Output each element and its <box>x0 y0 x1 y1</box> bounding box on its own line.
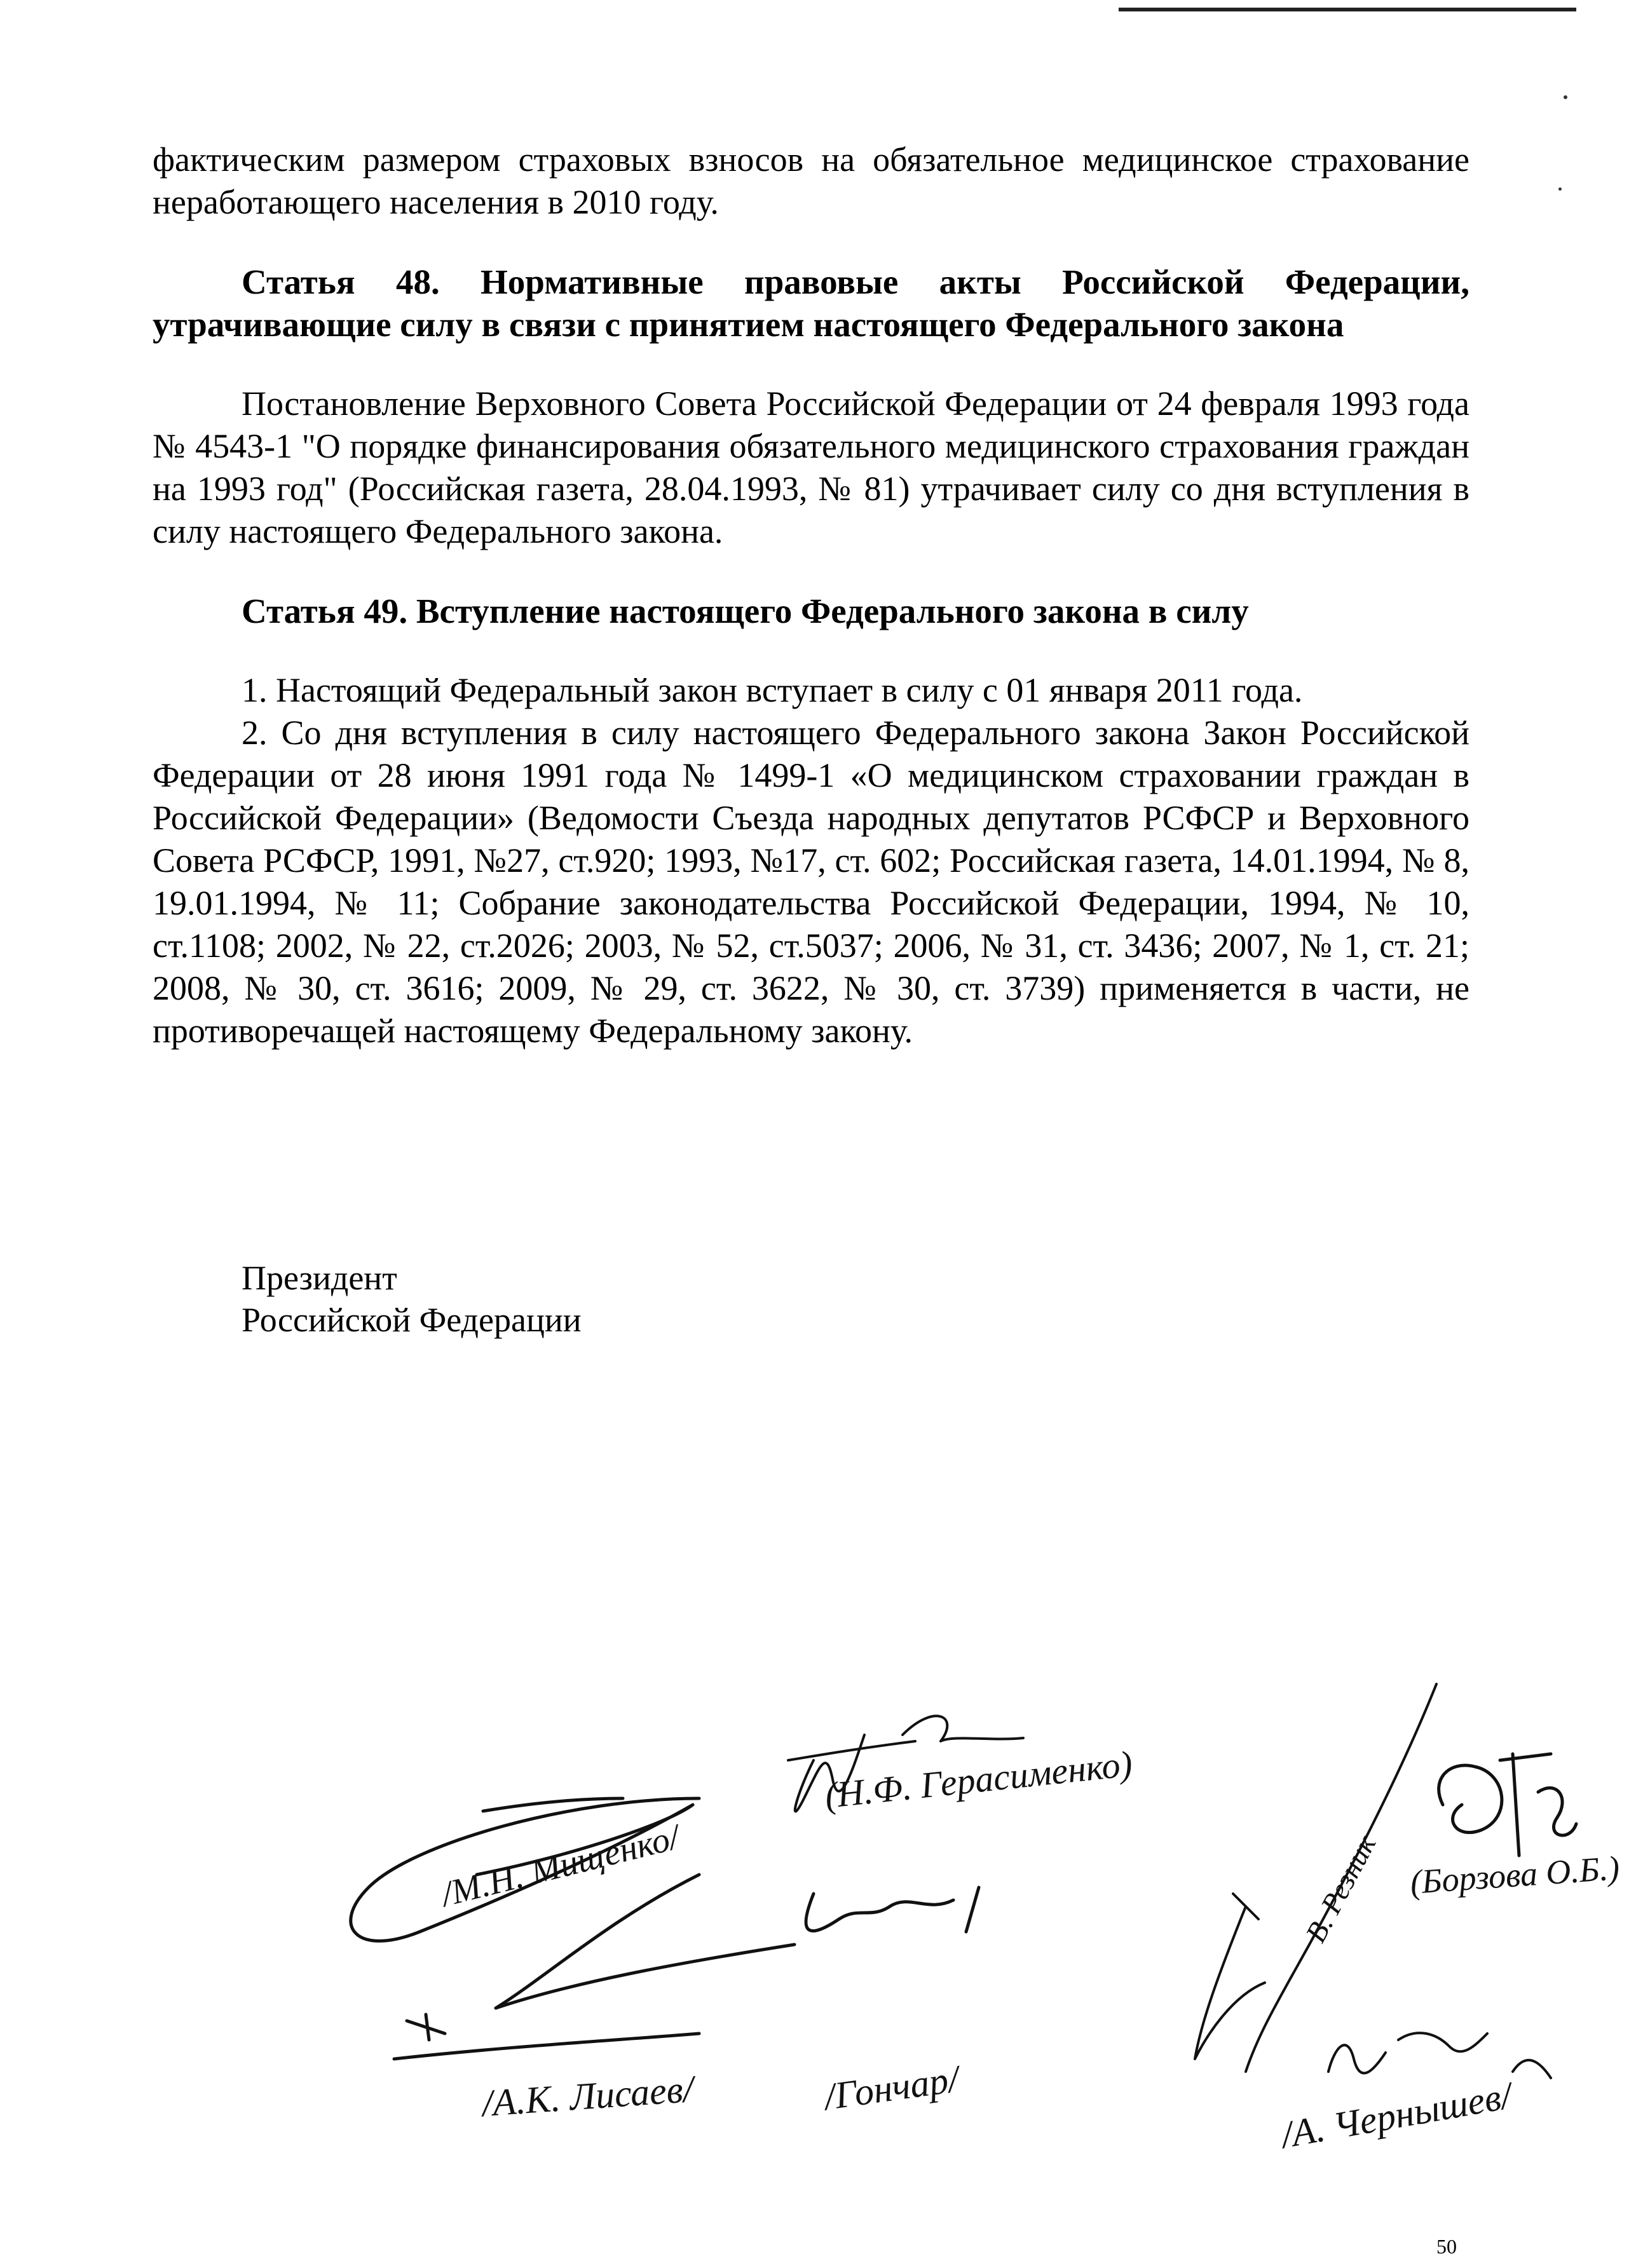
scan-top-line <box>1119 8 1576 11</box>
signature-gerasimenko-text: (Н.Ф. Герасименко) <box>822 1742 1135 1816</box>
president-signature-block <box>242 1257 582 1341</box>
page-number: 50 <box>1436 2235 1457 2258</box>
signature-borzova <box>1439 1754 1576 1856</box>
article-49-heading: Статья 49. Вступление настоящего Федерального закона в силу <box>242 592 1249 630</box>
scan-speck <box>1558 187 1562 191</box>
signature-gonchar-text: /Гончар/ <box>821 2057 962 2118</box>
signature-chernyshev-text: /А. Чернышев/ <box>1278 2074 1515 2156</box>
article-48-heading: Статья 48. Нормативные правовые акты Российской Федерации, утрачивающие силу в связи с принятием настоящего Федерального закона <box>153 262 1469 344</box>
document-body <box>153 139 1469 1052</box>
signature-title-line-2: Российской Федерации <box>242 1301 582 1339</box>
signature-title-line-1: Президент <box>242 1259 397 1297</box>
signature-borzova-text: (Борзова О.Б.) <box>1408 1849 1621 1901</box>
article-48-text: Постановление Верховного Совета Российской Федерации от 24 февраля 1993 года № 4543-1 "О порядке финансирования обязательного медицинского страхования граждан на 1993 год" (Российская газета, 28.04.1993, № 81) утрачивает силу со дня вступления в силу настоящего Федерального закона. <box>153 384 1469 550</box>
signature-chernyshev <box>1328 2033 1551 2078</box>
signature-rezhnik-text: В. Резник <box>1299 1830 1382 1948</box>
signature-rezhnik <box>1195 1684 1436 2072</box>
article-49-item-1: 1. Настоящий Федеральный закон вступает в силу с 01 января 2011 года. <box>242 671 1303 709</box>
handwritten-signatures <box>0 1589 1643 2268</box>
scan-speck <box>1564 95 1567 99</box>
paragraph-intro: фактическим размером страховых взносов на обязательное медицинское страхование неработающего населения в 2010 году. <box>153 140 1469 221</box>
signatures-drawing <box>0 1589 1643 2268</box>
signature-mishchenko-text: /М.Н. Мищенко/ <box>437 1817 683 1915</box>
signature-lisaev-text: /А.К. Лисаев/ <box>481 2067 695 2124</box>
article-49-item-2: 2. Со дня вступления в силу настоящего Федерального закона Закон Российской Федерации от 28 июня 1991 года № 1499-1 «О медицинском страховании граждан в Российской Федерации» (Ведомости Съезда народных депутатов РСФСР и Верховного Совета РСФСР, 1991, №27, ст.920; 1993, №17, ст. 602; Российская газета, 14.01.1994, № 8, 19.01.1994, № 11; Собрание законодательства Российской Федерации, 1994, № 10, ст.1108; 2002, № 22, ст.2026; 2003, № 52, ст.5037; 2006, № 31, ст. 3436; 2007, № 1, ст. 21; 2008, № 30, ст. 3616; 2009, № 29, ст. 3622, № 30, ст. 3739) применяется в части, не противоречащей настоящему Федеральному закону. <box>153 714 1469 1050</box>
